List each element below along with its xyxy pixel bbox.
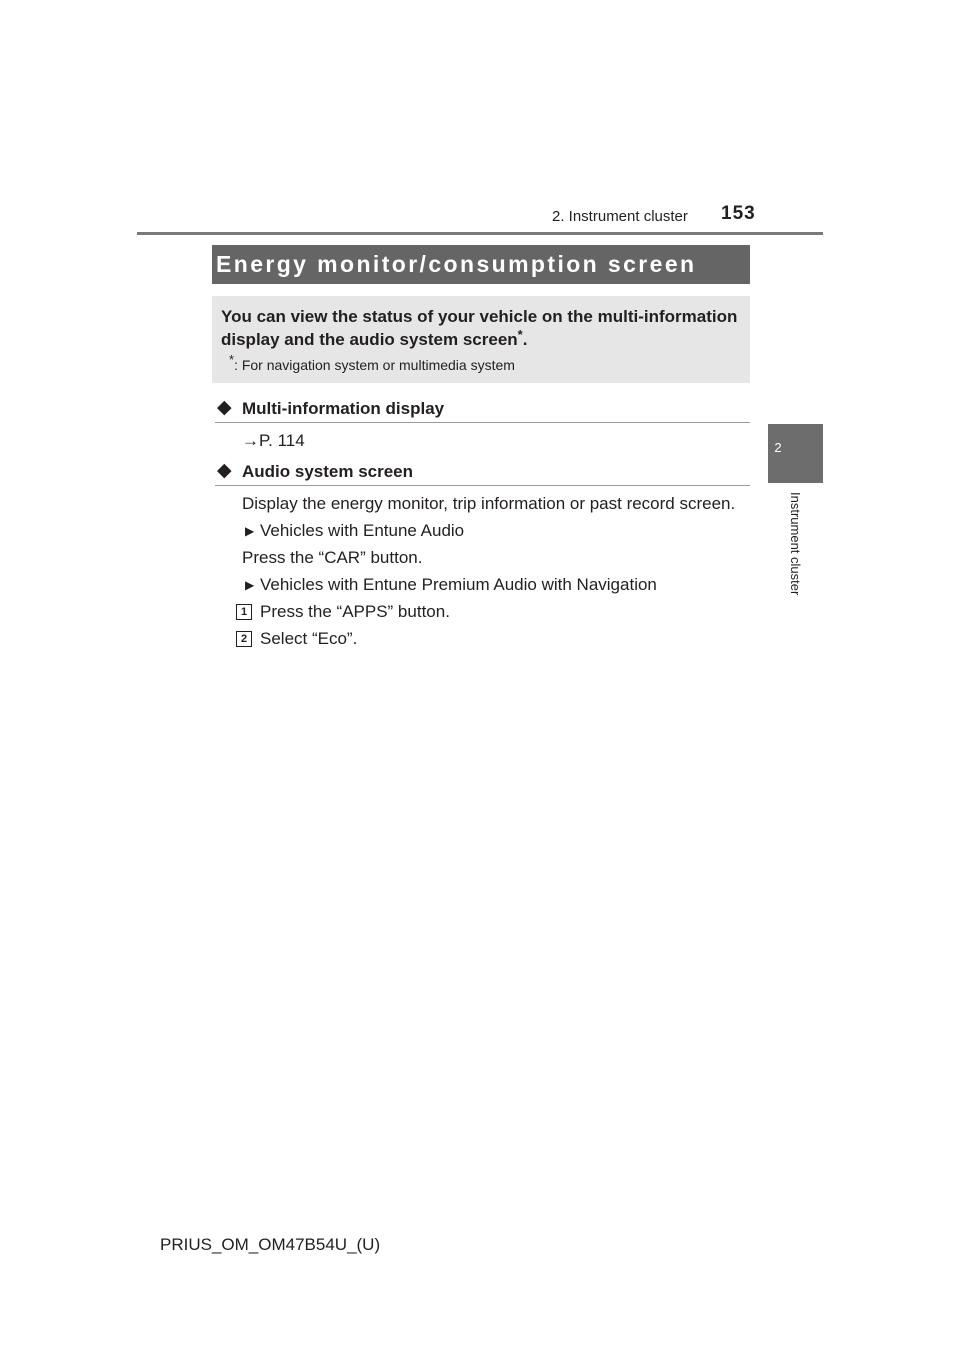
variant-label-entune-audio: Vehicles with Entune Audio: [260, 521, 465, 540]
chapter-tab-number: 2: [774, 440, 782, 455]
footnote-text: : For navigation system or multimedia system: [234, 357, 515, 373]
document-footer: PRIUS_OM_OM47B54U_(U): [160, 1235, 381, 1254]
step-text: Press the “APPS” button.: [260, 602, 450, 621]
header-rule: [137, 232, 823, 235]
audio-description: Display the energy monitor, trip information or past record screen.: [242, 494, 736, 513]
running-header-section: 2. Instrument cluster: [552, 208, 688, 225]
triangle-bullet-icon: ▶: [245, 578, 255, 592]
subsection-rule: [215, 485, 750, 486]
variant-instruction: Press the “CAR” button.: [242, 548, 423, 567]
variant-label-entune-premium: Vehicles with Entune Premium Audio with Navigation: [260, 575, 657, 594]
step-number-box: 1: [236, 604, 252, 620]
triangle-bullet-icon: ▶: [245, 524, 255, 538]
step-text: Select “Eco”.: [260, 629, 358, 648]
diamond-bullet-icon: ◆: [217, 397, 232, 418]
section-title: Energy monitor/consumption screen: [216, 251, 697, 277]
page-number: 153: [721, 203, 756, 224]
subsection-title-audio: Audio system screen: [242, 462, 414, 481]
chapter-tab-label: Instrument cluster: [788, 492, 803, 596]
intro-text-body: You can view the status of your vehicle on the multi-information display and the audio system screen: [221, 307, 738, 349]
footnote-marker: *: [229, 352, 235, 367]
intro-footnote: [229, 352, 515, 373]
intro-text: [221, 305, 746, 351]
step-number-box: 2: [236, 631, 252, 647]
subsection-title-multi-info: Multi-information display: [242, 399, 445, 418]
intro-text-end: .: [522, 330, 528, 349]
subsection-rule: [215, 422, 750, 423]
page-reference-link[interactable]: →P. 114: [242, 431, 305, 450]
diamond-bullet-icon: ◆: [217, 460, 232, 481]
intro-footnote-marker: *: [517, 327, 523, 342]
